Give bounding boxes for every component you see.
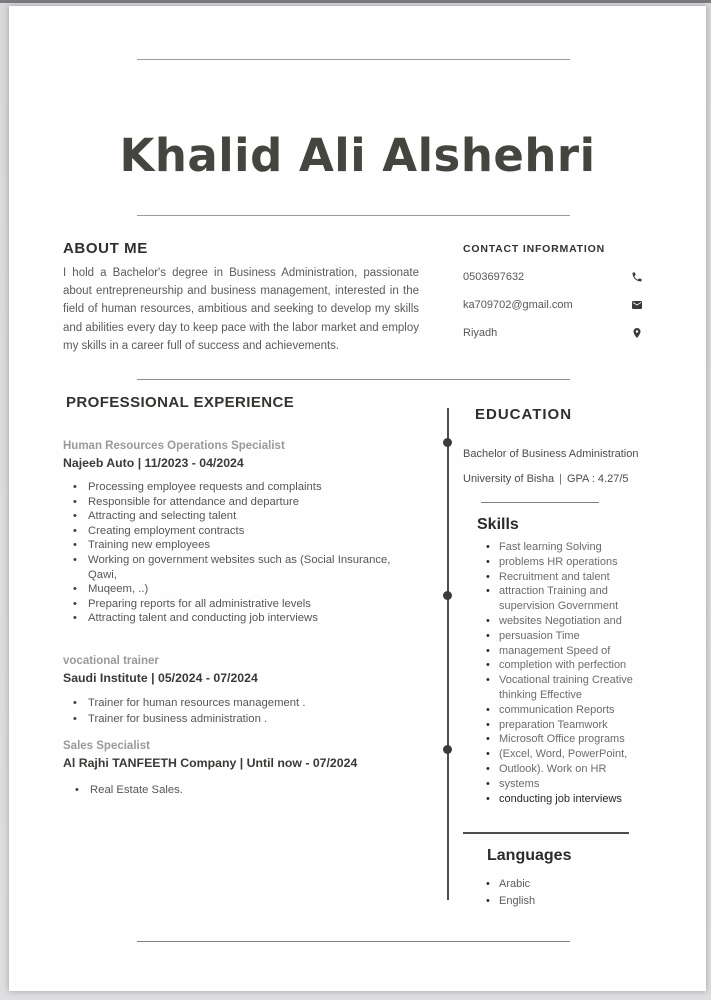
- about-section: [63, 240, 419, 355]
- job-bullet: • Working on government websites such as (Social Insurance, Qawi,: [88, 553, 420, 582]
- skill-item: • Vocational training Creative thinking Effective: [499, 673, 651, 703]
- skill-item: • problems HR operations: [499, 555, 651, 570]
- skill-item: • management Speed of: [499, 644, 651, 659]
- experience-heading: PROFESSIONAL EXPERIENCE: [66, 394, 295, 411]
- timeline-dot: [443, 745, 452, 754]
- job-bullet: • Attracting talent and conducting job interviews: [88, 611, 420, 626]
- top-divider: [137, 59, 570, 60]
- job-company-dates: Najeeb Auto | 11/2023 - 04/2024: [63, 456, 244, 470]
- timeline-dot: [443, 591, 452, 600]
- job-company-dates: Saudi Institute | 05/2024 - 07/2024: [63, 671, 258, 685]
- bottom-divider: [137, 941, 570, 942]
- timeline-line: [447, 408, 449, 900]
- job-bullet: • Preparing reports for all administrative levels: [88, 597, 420, 612]
- contact-email-row: [463, 299, 643, 311]
- job-company-dates: Al Rajhi TANFEETH Company | Until now - 07/2024: [63, 756, 358, 770]
- job-role: vocational trainer: [63, 655, 159, 667]
- skill-item: • Recruitment and talent: [499, 570, 651, 585]
- skill-item: • conducting job interviews: [499, 792, 651, 807]
- job-bullet: • Trainer for human resources management .: [88, 695, 420, 711]
- job-bullet: • Muqeem, ..): [88, 582, 420, 597]
- phone-number: 0503697632: [463, 271, 525, 283]
- job-bullet: • Processing employee requests and complaints: [88, 480, 420, 495]
- about-text: I hold a Bachelor's degree in Business Administration, passionate about entrepreneurship and business management, interested in the field of human resources, ambitious and seeking to develop my skills and abilities every day to keep pace with the labor market and employ my skills in a career full of success and achievements.: [63, 267, 419, 352]
- skill-item: • completion with perfection: [499, 658, 651, 673]
- contact-location-row: [463, 327, 643, 339]
- name-divider: [137, 215, 570, 216]
- job-role: Sales Specialist: [63, 740, 150, 752]
- contact-phone-row: [463, 271, 643, 283]
- skill-item: • (Excel, Word, PowerPoint,: [499, 747, 651, 762]
- location-text: Riyadh: [463, 327, 498, 339]
- contact-heading: CONTACT INFORMATION: [463, 243, 605, 255]
- languages-heading: Languages: [487, 847, 572, 864]
- resume-page: [9, 6, 706, 991]
- skill-item: • websites Negotiation and: [499, 614, 651, 629]
- about-heading: ABOUT ME: [63, 240, 148, 257]
- mail-icon: [631, 299, 643, 311]
- timeline-dot: [443, 438, 452, 447]
- separator: |: [559, 473, 562, 485]
- experience-job-2: [63, 655, 438, 727]
- education-gpa: GPA : 4.27/5: [566, 473, 629, 485]
- job-bullet: • Training new employees: [88, 538, 420, 553]
- location-icon: [631, 327, 643, 339]
- job-bullet: • Trainer for business administration .: [88, 711, 420, 727]
- skill-item: • Fast learning Solving: [499, 540, 651, 555]
- job-bullet-list: [63, 480, 420, 626]
- job-bullet: • Creating employment contracts: [88, 524, 420, 539]
- job-bullet: • Attracting and selecting talent: [88, 509, 420, 524]
- job-bullet-list: [63, 783, 422, 798]
- education-school: University of Bisha: [463, 473, 555, 485]
- experience-job-3: [63, 740, 438, 798]
- job-role: Human Resources Operations Specialist: [63, 440, 285, 452]
- skills-list: [477, 540, 651, 806]
- language-item: • Arabic: [499, 876, 639, 893]
- contact-section: [463, 243, 643, 339]
- experience-job-1: [63, 440, 438, 626]
- email-address: ka709702@gmail.com: [463, 299, 573, 311]
- skill-item: • communication Reports: [499, 703, 651, 718]
- skill-item: • systems: [499, 777, 651, 792]
- education-divider: [481, 502, 599, 503]
- education-degree: Bachelor of Business Administration: [463, 448, 639, 460]
- section-divider: [137, 379, 570, 380]
- skill-item: • Microsoft Office programs: [499, 732, 651, 747]
- education-heading: EDUCATION: [475, 406, 573, 423]
- page-title: Khalid Ali Alshehri: [119, 129, 596, 183]
- languages-list: [477, 876, 639, 909]
- skill-item: • persuasion Time: [499, 629, 651, 644]
- languages-divider: [463, 832, 629, 834]
- language-item: • English: [499, 893, 639, 910]
- skills-heading: Skills: [477, 516, 519, 533]
- skill-item: • preparation Teamwork: [499, 718, 651, 733]
- job-bullet: • Responsible for attendance and departure: [88, 495, 420, 510]
- skill-item: • attraction Training and supervision Government: [499, 584, 651, 614]
- education-school-gpa: [463, 473, 629, 485]
- job-bullet-list: [63, 695, 420, 727]
- phone-icon: [631, 271, 643, 283]
- skill-item: • Outlook). Work on HR: [499, 762, 651, 777]
- job-bullet: • Real Estate Sales.: [90, 783, 422, 798]
